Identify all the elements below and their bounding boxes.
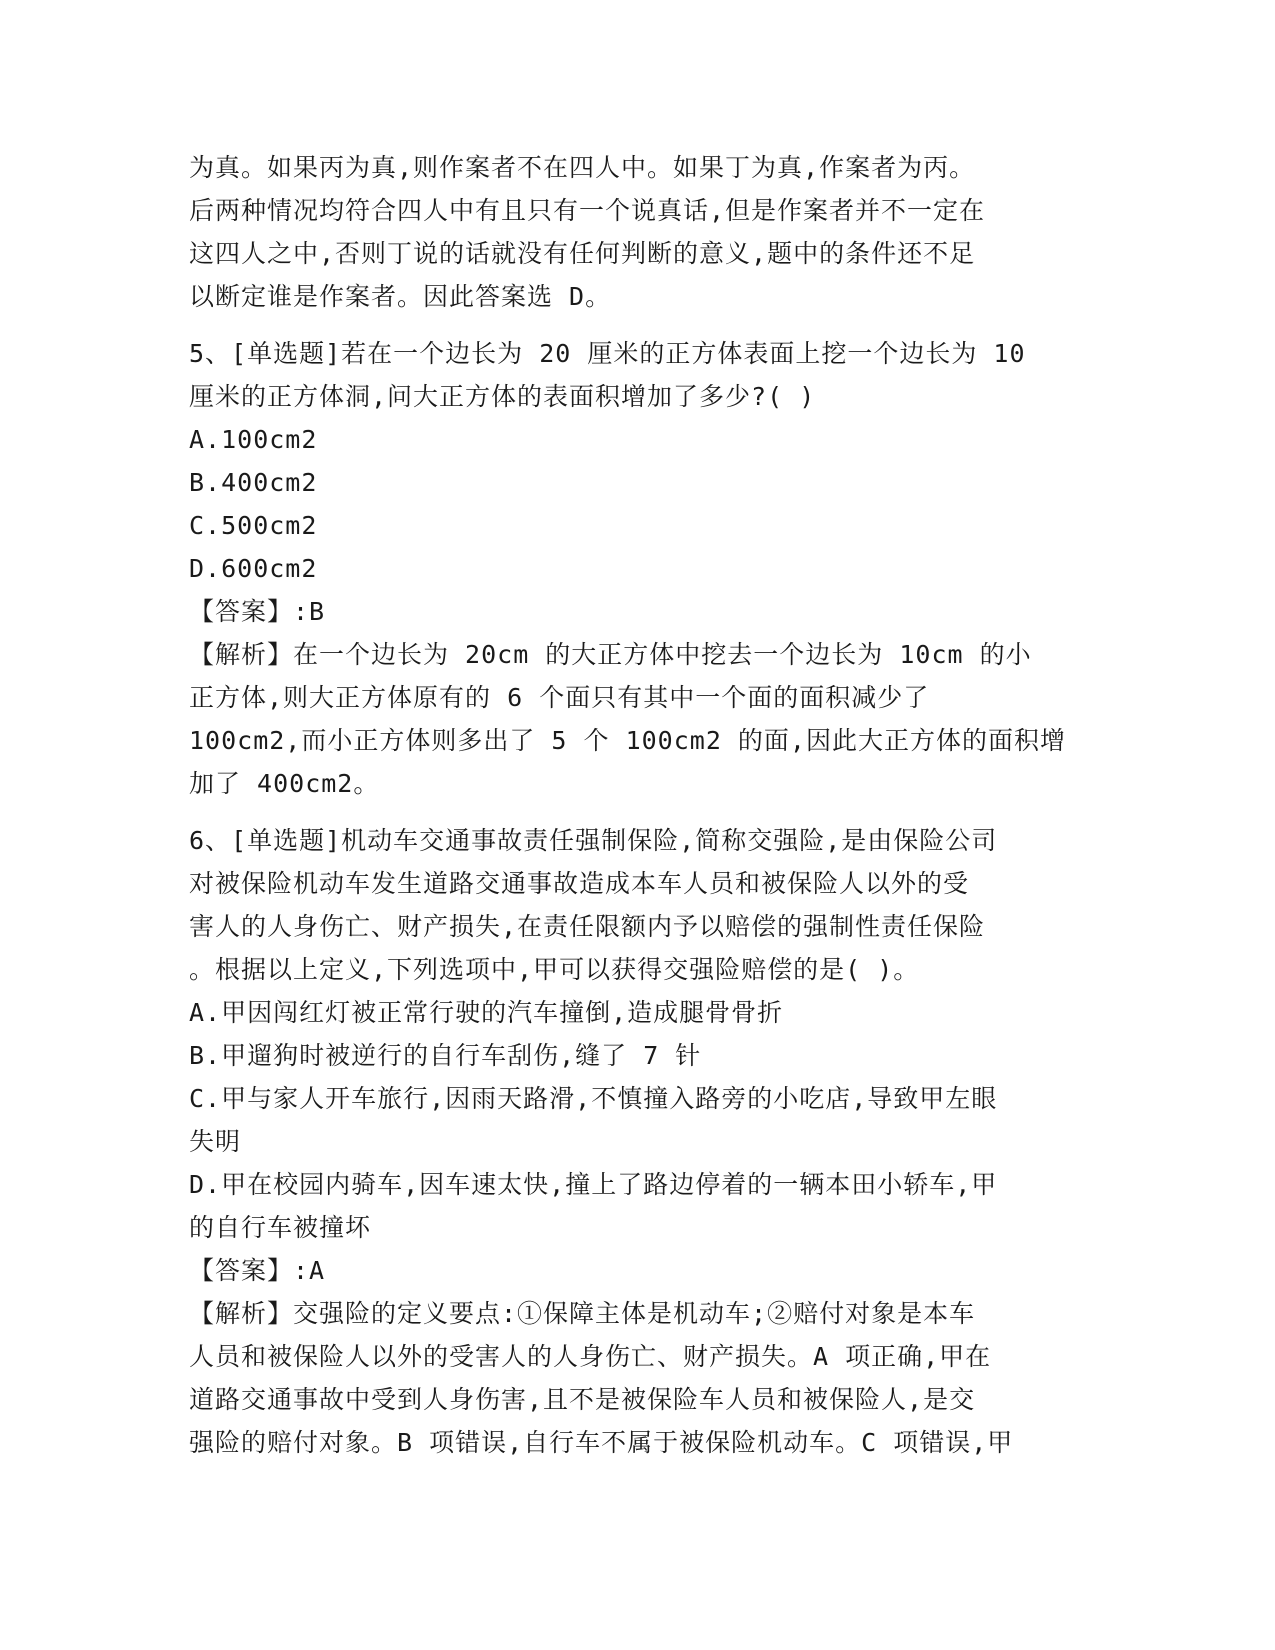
option-c-continued: 失明 [189,1127,242,1156]
text-line: 以断定谁是作案者。因此答案选 D。 [189,282,612,311]
question-stem: 6、[单选题]机动车交通事故责任强制保险,简称交强险,是由保险公司 [189,826,998,855]
document-page [189,146,1069,1464]
question-stem: 厘米的正方体洞,问大正方体的表面积增加了多少?( ) [189,382,816,411]
analysis-line: 【解析】在一个边长为 20cm 的大正方体中挖去一个边长为 10cm 的小 [189,640,1032,669]
question-stem: 害人的人身伤亡、财产损失,在责任限额内予以赔偿的强制性责任保险 [189,912,986,941]
question-stem: 。根据以上定义,下列选项中,甲可以获得交强险赔偿的是( )。 [189,955,920,984]
option-b: B.400cm2 [189,468,318,497]
answer-line: 【答案】:A [189,1256,326,1285]
text-line: 后两种情况均符合四人中有且只有一个说真话,但是作案者并不一定在 [189,196,986,225]
option-d: D.600cm2 [189,554,318,583]
option-d: D.甲在校园内骑车,因车速太快,撞上了路边停着的一辆本田小轿车,甲 [189,1170,998,1199]
text-line: 这四人之中,否则丁说的话就没有任何判断的意义,题中的条件还不足 [189,239,976,268]
analysis-line: 正方体,则大正方体原有的 6 个面只有其中一个面的面积减少了 [189,683,930,712]
option-a: A.100cm2 [189,425,318,454]
question-6 [189,819,1069,1464]
analysis-line: 人员和被保险人以外的受害人的人身伤亡、财产损失。A 项正确,甲在 [189,1342,992,1371]
option-a: A.甲因闯红灯被正常行驶的汽车撞倒,造成腿骨骨折 [189,998,784,1027]
option-d-continued: 的自行车被撞坏 [189,1213,372,1242]
option-c: C.甲与家人开车旅行,因雨天路滑,不慎撞入路旁的小吃店,导致甲左眼 [189,1084,998,1113]
question-stem: 5、[单选题]若在一个边长为 20 厘米的正方体表面上挖一个边长为 10 [189,339,1026,368]
analysis-line: 强险的赔付对象。B 项错误,自行车不属于被保险机动车。C 项错误,甲 [189,1428,1014,1457]
question-5 [189,332,1069,805]
analysis-line: 道路交通事故中受到人身伤害,且不是被保险车人员和被保险人,是交 [189,1385,976,1414]
text-line: 为真。如果丙为真,则作案者不在四人中。如果丁为真,作案者为丙。 [189,153,976,182]
answer-line: 【答案】:B [189,597,326,626]
analysis-line: 100cm2,而小正方体则多出了 5 个 100cm2 的面,因此大正方体的面积增 [189,726,1066,755]
question-stem: 对被保险机动车发生道路交通事故造成本车人员和被保险人以外的受 [189,869,970,898]
prev-explanation-tail [189,146,1069,318]
analysis-line: 加了 400cm2。 [189,769,380,798]
option-b: B.甲遛狗时被逆行的自行车刮伤,缝了 7 针 [189,1041,702,1070]
option-c: C.500cm2 [189,511,318,540]
analysis-line: 【解析】交强险的定义要点:①保障主体是机动车;②赔付对象是本车 [189,1299,976,1328]
